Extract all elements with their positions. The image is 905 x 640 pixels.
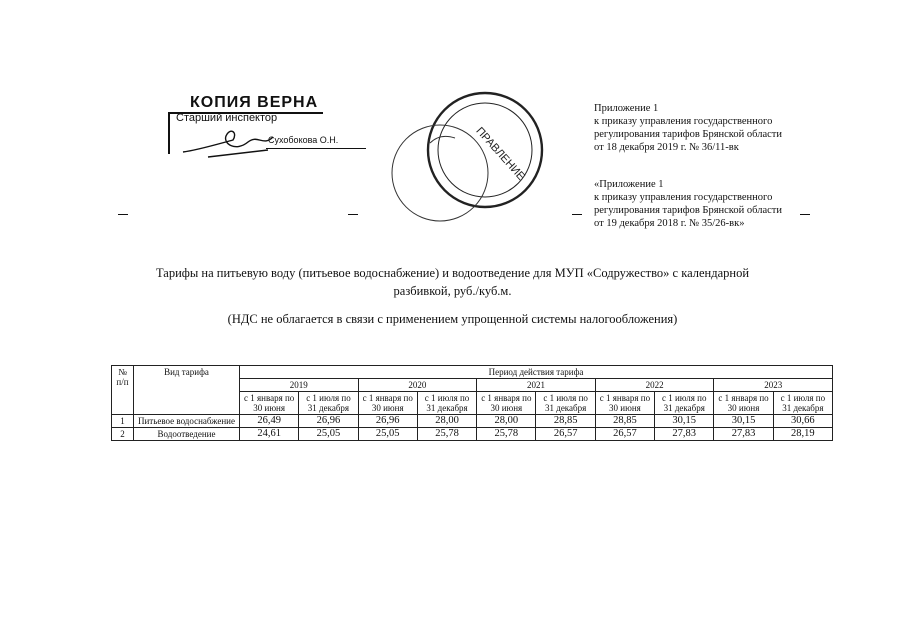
appendix-line: регулирования тарифов Брянской области [594, 129, 782, 140]
stamp-underline [266, 148, 366, 149]
cell-value: 30,15 [714, 415, 773, 428]
header-half: с 1 января по 30 июня [714, 392, 773, 415]
cell-value: 24,61 [240, 428, 299, 441]
table-row [112, 428, 833, 441]
stamp-title: КОПИЯ ВЕРНА [190, 94, 319, 111]
header-period: Период действия тарифа [240, 366, 833, 379]
cell-value: 28,00 [417, 415, 476, 428]
cell-value: 28,85 [595, 415, 654, 428]
appendix-line: «Приложение 1 [594, 179, 664, 190]
row-num: 2 [112, 428, 134, 441]
cell-value: 30,15 [655, 415, 714, 428]
header-half: с 1 июля по 31 декабря [417, 392, 476, 415]
vat-note: (НДС не облагается в связи с применением упрощенной системы налогообложения) [227, 312, 678, 326]
header-half: с 1 января по 30 июня [477, 392, 536, 415]
appendix-current [594, 102, 782, 154]
appendix-line: к приказу управления государственного [594, 116, 773, 127]
cell-value: 28,19 [773, 428, 832, 441]
copy-stamp [168, 92, 368, 162]
cell-value: 25,05 [299, 428, 358, 441]
header-type: Вид тарифа [134, 366, 240, 415]
cell-value: 27,83 [655, 428, 714, 441]
appendix-line: от 18 декабря 2019 г. № 36/11-вк [594, 142, 739, 153]
header-year: 2019 [240, 379, 359, 392]
header-year: 2023 [714, 379, 833, 392]
header-half: с 1 января по 30 июня [595, 392, 654, 415]
title-line-1: Тарифы на питьевую воду (питьевое водоснабжение) и водоотведение для МУП «Содружество» с календарной [155, 266, 750, 280]
header-half: с 1 января по 30 июня [240, 392, 299, 415]
stamp-border-left [168, 112, 170, 154]
header-num: № п/п [112, 366, 134, 415]
cell-value: 28,85 [536, 415, 595, 428]
header-half: с 1 июля по 31 декабря [536, 392, 595, 415]
title-line-2: разбивкой, руб./куб.м. [393, 284, 512, 298]
cell-value: 25,78 [477, 428, 536, 441]
appendix-line: к приказу управления государственного [594, 192, 773, 203]
header-half: с 1 июля по 31 декабря [773, 392, 832, 415]
official-seal [380, 88, 560, 223]
cell-value: 26,57 [536, 428, 595, 441]
row-num: 1 [112, 415, 134, 428]
stamp-position: Старший инспектор [176, 112, 278, 124]
scan-mark [348, 214, 358, 215]
appendix-line: от 19 декабря 2018 г. № 35/26-вк» [594, 218, 745, 229]
header-half: с 1 июля по 31 декабря [655, 392, 714, 415]
cell-value: 30,66 [773, 415, 832, 428]
header-year: 2020 [358, 379, 477, 392]
row-type: Водоотведение [134, 428, 240, 441]
appendix-previous [594, 178, 782, 230]
cell-value: 25,78 [417, 428, 476, 441]
tariff-table [111, 365, 833, 441]
header-year: 2021 [477, 379, 596, 392]
stamp-name: Сухобокова О.Н. [268, 135, 339, 145]
header-half: с 1 июля по 31 декабря [299, 392, 358, 415]
scan-mark [118, 214, 128, 215]
cell-value: 26,96 [358, 415, 417, 428]
table-header-row [112, 366, 833, 379]
cell-value: 26,57 [595, 428, 654, 441]
cell-value: 28,00 [477, 415, 536, 428]
cell-value: 25,05 [358, 428, 417, 441]
appendix-line: регулирования тарифов Брянской области [594, 205, 782, 216]
seal-text: ПРАВЛЕНИЕ [473, 125, 528, 183]
scan-mark [572, 214, 582, 215]
document-title [100, 264, 805, 300]
header-year: 2022 [595, 379, 714, 392]
scan-mark [800, 214, 810, 215]
cell-value: 26,96 [299, 415, 358, 428]
cell-value: 27,83 [714, 428, 773, 441]
table-row [112, 415, 833, 428]
header-half: с 1 января по 30 июня [358, 392, 417, 415]
cell-value: 26,49 [240, 415, 299, 428]
appendix-line: Приложение 1 [594, 103, 659, 114]
row-type: Питьевое водоснабжение [134, 415, 240, 428]
